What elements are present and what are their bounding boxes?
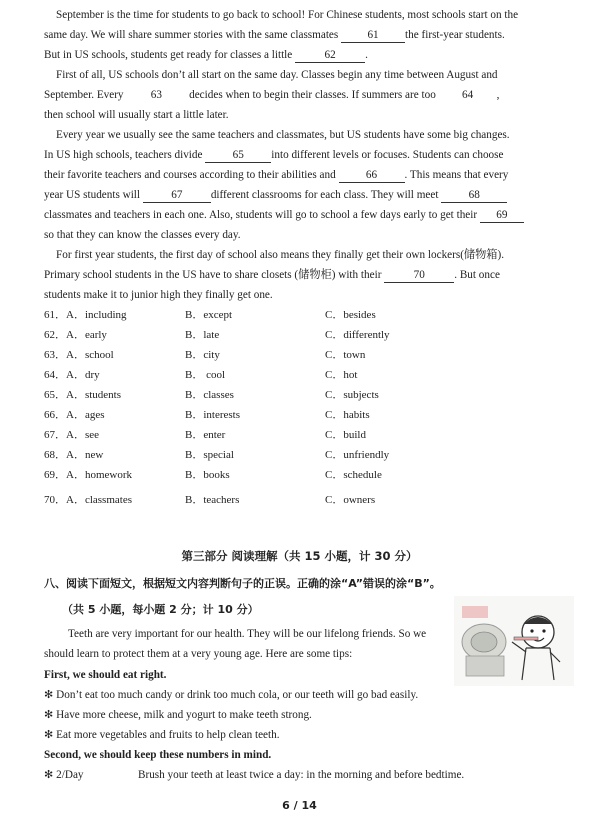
blank-68: 68 [441, 189, 507, 203]
blank-61: 61 [341, 29, 405, 43]
option-c: C．hot [325, 369, 358, 381]
p3-line4-text-b: different classrooms for each class. They will meet [210, 189, 439, 201]
tip-2: ✻ Have more cheese, milk and yogurt to make teeth strong. [44, 709, 312, 721]
blank-65: 65 [205, 149, 271, 163]
blank-70: 70 [384, 269, 454, 283]
option-a: 66．A．ages [44, 409, 105, 421]
option-a: 61．A．including [44, 309, 127, 321]
option-b: B．late [185, 329, 220, 341]
option-b: B．except [185, 309, 233, 321]
reading-line1: Teeth are very important for our health. They will be our lifelong friends. So we [68, 628, 427, 640]
p1-line3-text-a: But in US schools, students get ready for classes a little [44, 49, 293, 61]
option-b: B．classes [185, 389, 234, 401]
blank-64: 64 [462, 89, 474, 101]
option-c: C．town [325, 349, 366, 361]
option-c: C．besides [325, 309, 376, 321]
p4-line3: students make it to junior high they finally get one. [44, 289, 273, 301]
p4-line2 [44, 268, 563, 283]
p3-line5 [44, 208, 563, 223]
p3-line4 [44, 188, 563, 203]
p3-line4-text-a: year US students will [44, 189, 141, 201]
blank-69: 69 [480, 209, 524, 223]
option-c: C．habits [325, 409, 370, 421]
option-b: B． cool [185, 369, 226, 381]
tip-4 [44, 768, 563, 782]
child-brushing-teeth-icon [454, 596, 574, 686]
option-a: 67．A．see [44, 429, 99, 441]
tip-4-label: ✻ 2/Day [44, 769, 84, 781]
option-b: B．teachers [185, 494, 240, 506]
option-c: C．subjects [325, 389, 379, 401]
option-b: B．books [185, 469, 230, 481]
tip-3: ✻ Eat more vegetables and fruits to help clean teeth. [44, 729, 280, 741]
p2-line2-text-b: decides when to begin their classes. If summers are too [189, 89, 436, 101]
option-c: C．unfriendly [325, 449, 390, 461]
tip-4-text: Brush your teeth at least twice a day: in the morning and before bedtime. [138, 769, 465, 781]
p4-line2-text-b: . But once [454, 269, 500, 281]
p3-line1: Every year we usually see the same teachers and classmates, but US students have some big changes. [56, 129, 510, 141]
p1-line2-text-b: the first-year students. [405, 29, 505, 41]
p2-line3: then school will usually start a little later. [44, 109, 229, 121]
option-b: B．special [185, 449, 234, 461]
p3-line6: so that they can know the classes every day. [44, 229, 241, 241]
p3-line2 [44, 148, 563, 163]
option-a: 62．A．early [44, 329, 107, 341]
blank-62: 62 [295, 49, 365, 63]
reading-line2: should learn to protect them at a very young age. Here are some tips: [44, 648, 353, 660]
p2-line2-text-c: , [496, 89, 500, 101]
p2-line1: First of all, US schools don’t all start on the same day. Classes begin any time between August and [56, 69, 498, 81]
blank-63: 63 [150, 89, 162, 101]
p2-line2-text-a: September. Every [44, 89, 124, 101]
option-c: C．owners [325, 494, 376, 506]
p1-line1: September is the time for students to go back to school! For Chinese students, most schools start on the [56, 9, 519, 21]
blank-66: 66 [339, 169, 405, 183]
tip-1: ✻ Don’t eat too much candy or drink too much cola, or our teeth will go bad easily. [44, 689, 419, 701]
option-c: C．differently [325, 329, 390, 341]
option-b: B．city [185, 349, 220, 361]
section-instruction: 八、阅读下面短文，根据短文内容判断句子的正误。正确的涂“A”错误的涂“B”。 [44, 577, 441, 590]
tip-heading-1: First, we should eat right. [44, 669, 167, 681]
tip-heading-2: Second, we should keep these numbers in mind. [44, 749, 272, 761]
blank-67: 67 [143, 189, 211, 203]
option-c: C．build [325, 429, 366, 441]
p4-line1: For first year students, the first day of school also means they finally get their own lockers(储物箱). [56, 249, 505, 261]
option-b: B．enter [185, 429, 226, 441]
p3-line3-text-b: . This means that every [404, 169, 509, 181]
p3-line2-text-b: into different levels or focuses. Students can choose [271, 149, 504, 161]
p3-line2-text-a: In US high schools, teachers divide [44, 149, 203, 161]
p3-line5-text-a: classmates and teachers in each one. Also, students will go to school a few days early to get their [44, 209, 478, 221]
page-number: 6 / 14 [282, 799, 317, 812]
section-scoring: （共 5 小题，每小题 2 分；计 10 分） [62, 603, 259, 616]
option-a: 64．A．dry [44, 369, 100, 381]
p3-line3 [44, 168, 563, 183]
p1-line3 [44, 48, 563, 63]
p2-line2 [44, 88, 563, 102]
option-c: C．schedule [325, 469, 382, 481]
p1-line2 [44, 28, 563, 43]
p1-line2-text-a: same day. We will share summer stories with the same classmates [44, 29, 339, 41]
p3-line3-text-a: their favorite teachers and courses according to their abilities and [44, 169, 336, 181]
option-a: 65．A．students [44, 389, 121, 401]
option-a: 69．A．homework [44, 469, 132, 481]
option-a: 63．A．school [44, 349, 114, 361]
option-a: 70．A．classmates [44, 494, 132, 506]
section-title: 第三部分 阅读理解（共 15 小题，计 30 分） [181, 549, 418, 563]
option-b: B．interests [185, 409, 240, 421]
p1-line3-text-b: . [365, 49, 368, 61]
p4-line2-text-a: Primary school students in the US have to share closets (储物柜) with their [44, 269, 382, 281]
option-a: 68．A．new [44, 449, 104, 461]
